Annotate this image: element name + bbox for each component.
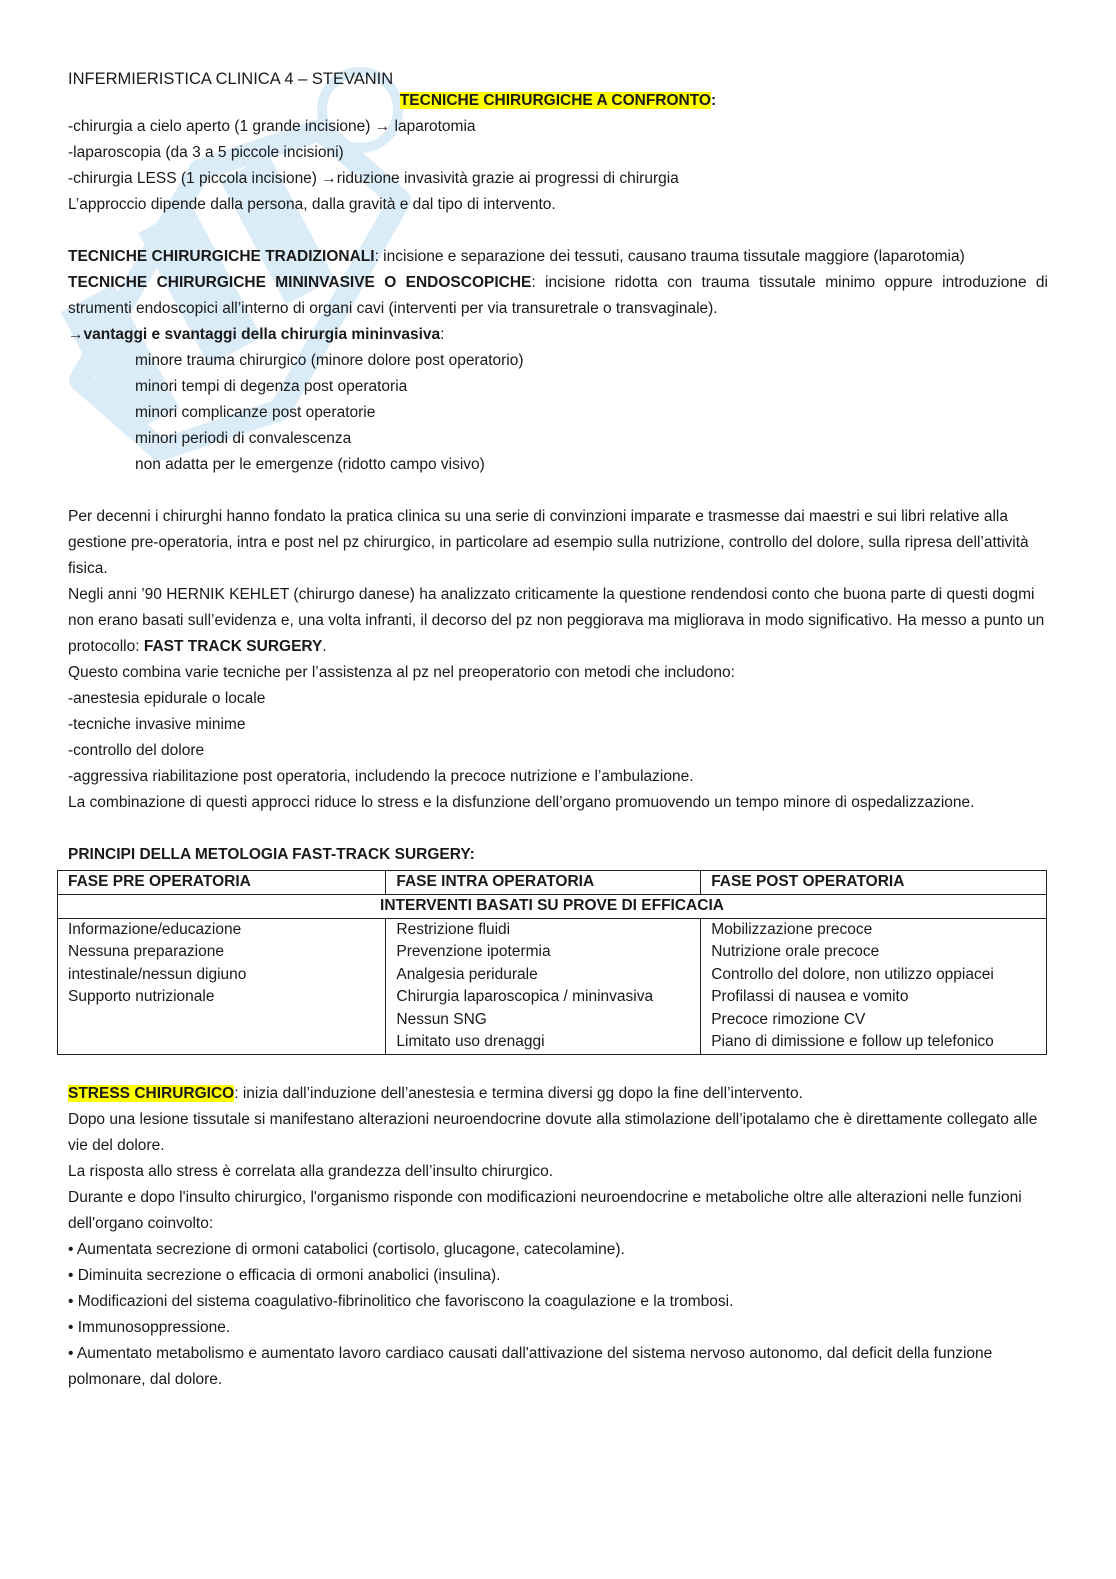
stress-label: STRESS CHIRURGICO <box>68 1084 235 1102</box>
stress-text: : inizia dall’induzione dell’anestesia e termina diversi gg dopo la fine dell’intervento. <box>234 1084 803 1102</box>
table-cell-item: Piano di dimissione e follow up telefonico <box>711 1033 994 1050</box>
stress-paragraph <box>68 1081 1048 1107</box>
intro-text: -laparoscopia (da 3 a 5 piccole incisioni) <box>68 144 344 161</box>
advantage-item: minori tempi di degenza post operatoria <box>135 378 408 395</box>
minimally-invasive-label: TECNICHE CHIRURGICHE MININVASIVE O ENDOSCOPICHE <box>68 274 532 291</box>
history-paragraph-1: Per decenni i chirurghi hanno fondato la pratica clinica su una serie di convinzioni imparate e trasmesse dai maestri e sui libri relative alla gestione pre-operatoria, intra e post nel pz chirurgico, in particolare ad esempio sulla nutrizione, controllo del dolore, sulla ripresa dell’attività fisica. <box>68 508 1029 577</box>
traditional-paragraph <box>68 244 1048 270</box>
arrow-right-icon: → <box>68 326 84 343</box>
table-cell-item: Profilassi di nausea e vomito <box>711 988 909 1005</box>
header-post-op: FASE POST OPERATORIA <box>701 871 1047 895</box>
table-cell-item: Prevenzione ipotermia <box>396 943 551 960</box>
intro-text: -chirurgia a cielo aperto (1 grande incisione) <box>68 118 375 135</box>
table-cell-item: Analgesia peridurale <box>396 965 538 983</box>
intro-after: laparotomia <box>390 118 476 135</box>
section-title-highlight: TECNICHE CHIRURGICHE A CONFRONTO <box>399 92 711 109</box>
evidence-based-heading: INTERVENTI BASATI SU PROVE DI EFFICACIA <box>58 895 1047 919</box>
fast-track-table <box>57 870 1047 1055</box>
history-paragraph-4: La combinazione di questi approcci riduce lo stress e la disfunzione dell’organo promuovendo un tempo minore di ospedalizzazione. <box>68 794 975 811</box>
pre-op-cell <box>58 918 386 1054</box>
post-op-cell <box>701 918 1047 1054</box>
table-header-row <box>58 871 1047 895</box>
history-paragraph-3: Questo combina varie tecniche per l’assistenza al pz nel preoperatorio con metodi che includono: <box>68 664 735 681</box>
table-cell-item: Nessuna preparazione <box>68 943 224 960</box>
table-cell-item: intestinale/nessun digiuno <box>68 965 247 983</box>
intro-after: riduzione invasività grazie ai progressi di chirurgia <box>336 170 679 187</box>
header-intra-op: FASE INTRA OPERATORIA <box>386 871 701 895</box>
fast-track-term: FAST TRACK SURGERY <box>143 638 323 655</box>
table-cell-item: Limitato uso drenaggi <box>396 1033 545 1050</box>
table-cell-item: Informazione/educazione <box>68 920 242 938</box>
table-cell-item: Nutrizione orale precoce <box>711 943 880 960</box>
document-title: INFERMIERISTICA CLINICA 4 – STEVANIN <box>68 70 394 88</box>
stress-bullet: • Diminuita secrezione o efficacia di ormoni anabolici (insulina). <box>68 1266 501 1284</box>
arrow-right-icon: → <box>374 118 391 135</box>
document-page <box>68 64 1048 1393</box>
history-p2-text: Negli anni ’90 HERNIK KEHLET (chirurgo danese) ha analizzato criticamente la questione rendendosi conto che buona parte di questi dogmi non erano basati sull’evidenza e, una volta infranti, il decorso del pz non peggiorava ma migliorava in modo significativo. Ha messo a punto un protocollo: <box>68 586 1045 655</box>
stress-paragraph-3: Durante e dopo l'insulto chirurgico, l'organismo risponde con modificazioni neuroendocrine e metaboliche oltre alle alterazioni nelle funzioni dell'organo coinvolto: <box>68 1188 1022 1232</box>
table-cell-item: Nessun SNG <box>396 1010 487 1028</box>
section-title-colon: : <box>710 92 717 109</box>
table-cell-item: Restrizione fluidi <box>396 920 511 938</box>
advantage-item: minori complicanze post operatorie <box>135 404 376 421</box>
minimally-invasive-paragraph <box>68 270 1048 322</box>
approach-text: L’approccio dipende dalla persona, dalla gravità e dal tipo di intervento. <box>68 196 556 213</box>
stress-bullet: • Aumentata secrezione di ormoni catabolici (cortisolo, glucagone, catecolamine). <box>68 1240 625 1258</box>
advantage-item: minore trauma chirurgico (minore dolore post operatorio) <box>135 352 524 369</box>
method-item: -aggressiva riabilitazione post operatoria, includendo la precoce nutrizione e l’ambulazione. <box>68 768 694 785</box>
history-paragraph-2 <box>68 582 1048 660</box>
traditional-text: : incisione e separazione dei tessuti, causano trauma tissutale maggiore (laparotomia) <box>374 248 965 265</box>
history-p2-end: . <box>322 638 327 655</box>
intro-text: -chirurgia LESS (1 piccola incisione) <box>68 170 322 187</box>
table-cell-item: Supporto nutrizionale <box>68 988 215 1005</box>
advantage-item: minori periodi di convalescenza <box>135 430 352 447</box>
minimally-invasive-text: : incisione ridotta con trauma tissutale minimo oppure introduzione di strumenti endoscopici all’interno di organi cavi (interventi per via transuretrale o transvaginale). <box>68 274 1048 317</box>
fast-track-title: PRINCIPI DELLA METOLOGIA FAST-TRACK SURGERY: <box>68 846 475 863</box>
table-row <box>58 918 1047 1054</box>
intro-item <box>68 114 1048 140</box>
table-cell-item: Mobilizzazione precoce <box>711 920 873 938</box>
intra-op-cell <box>386 918 701 1054</box>
advantage-item: non adatta per le emergenze (ridotto campo visivo) <box>135 456 485 473</box>
stress-bullet: • Immunosoppressione. <box>68 1318 231 1336</box>
method-item: -tecniche invasive minime <box>68 716 246 733</box>
table-cell-item: Precoce rimozione CV <box>711 1010 866 1028</box>
stress-paragraph-1: Dopo una lesione tissutale si manifestano alterazioni neuroendocrine dovute alla stimolazione dell’ipotalamo che è direttamente collegato alle vie del dolore. <box>68 1110 1038 1154</box>
intro-item <box>68 166 1048 192</box>
advantages-heading <box>68 322 1048 348</box>
traditional-label: TECNICHE CHIRURGICHE TRADIZIONALI <box>68 248 375 265</box>
table-cell-item: Chirurgia laparoscopica / mininvasiva <box>396 988 654 1005</box>
stress-bullet: • Aumentato metabolismo e aumentato lavoro cardiaco causati dall'attivazione del sistema nervoso autonomo, dal deficit della funzione polmonare, dal dolore. <box>68 1344 993 1388</box>
stress-bullet: • Modificazioni del sistema coagulativo-fibrinolitico che favoriscono la coagulazione e la trombosi. <box>68 1292 734 1310</box>
method-item: -controllo del dolore <box>68 742 205 759</box>
advantages-colon: : <box>440 326 445 343</box>
arrow-right-icon: → <box>321 170 337 187</box>
stress-paragraph-2: La risposta allo stress è correlata alla grandezza dell’insulto chirurgico. <box>68 1162 554 1180</box>
method-item: -anestesia epidurale o locale <box>68 690 266 707</box>
advantages-label: vantaggi e svantaggi della chirurgia mininvasiva <box>83 326 441 343</box>
table-cell-item: Controllo del dolore, non utilizzo oppiacei <box>711 965 994 983</box>
table-span-row <box>58 895 1047 919</box>
header-pre-op: FASE PRE OPERATORIA <box>58 871 386 895</box>
intro-item <box>68 140 1048 166</box>
